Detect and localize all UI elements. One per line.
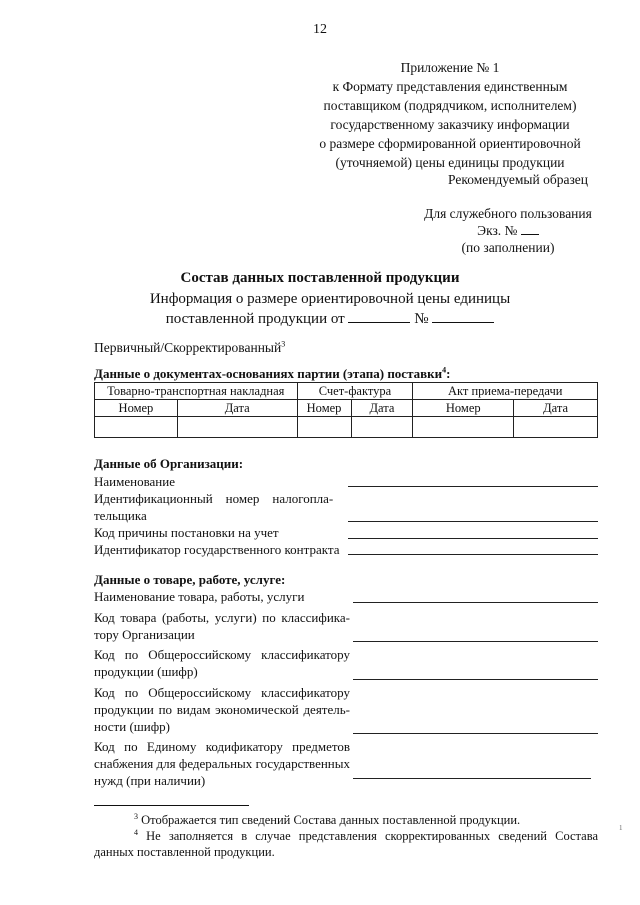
appendix-line: поставщиком (подрядчиком, исполнителем) [323, 98, 577, 113]
documents-table [94, 382, 598, 438]
official-use-label: Для служебного пользования [424, 206, 592, 221]
product-ektru-field[interactable] [353, 778, 591, 779]
footnote-ref-4: 4 [442, 365, 447, 375]
footnote-3-mark: 3 [134, 811, 138, 821]
org-kpp-field[interactable] [348, 538, 598, 539]
page-number: 12 [313, 22, 327, 37]
table-cell[interactable] [413, 417, 514, 438]
copy-number-label: Экз. № [477, 223, 518, 238]
group-header: Товарно-транспортная накладная [95, 383, 298, 400]
org-contract-field[interactable] [348, 554, 598, 555]
appendix-line: к Формату представления единственным [332, 79, 568, 94]
table-cell[interactable] [514, 417, 598, 438]
appendix-header [295, 58, 605, 172]
subtitle-line-1: Информация о размере ориентировочной цены единицы [149, 291, 511, 307]
appendix-line: о размере сформированной ориентировочной [319, 136, 581, 151]
org-inn-label-cont: тельщика [94, 508, 147, 523]
documents-entry-row [95, 417, 598, 438]
document-title: Состав данных поставленной продукции [180, 270, 460, 286]
table-cell[interactable] [95, 417, 178, 438]
product-okpd-label: Код по Общероссийскому классификатору продукции по видам экономической деятель-ности (шифр) [94, 685, 350, 734]
org-inn-field[interactable] [348, 521, 598, 522]
org-inn-label: Идентификационный номер налогопла- [94, 491, 334, 506]
product-name-field[interactable] [353, 602, 598, 603]
table-cell[interactable] [351, 417, 413, 438]
organization-heading: Данные об Организации: [94, 456, 244, 471]
number-blank[interactable] [432, 310, 494, 323]
documents-group-row [95, 383, 598, 400]
table-cell[interactable] [297, 417, 351, 438]
official-use-block [408, 205, 608, 256]
column-header: Дата [514, 400, 598, 417]
table-cell[interactable] [177, 417, 297, 438]
product-org-code-field[interactable] [353, 641, 598, 642]
org-kpp-label: Код причины постановки на учет [94, 525, 279, 540]
documents-subheader-row [95, 400, 598, 417]
product-okp-label: Код по Общероссийскому классификатору продукции (шифр) [94, 647, 350, 679]
column-header: Номер [95, 400, 178, 417]
copy-number-blank[interactable] [521, 234, 539, 235]
appendix-line: (уточняемой) цены единицы продукции [335, 155, 565, 170]
when-filled-label: (по заполнении) [461, 240, 555, 255]
org-name-label: Наименование [94, 474, 175, 489]
product-org-code-label: Код товара (работы, услуги) по классифика-тору Организации [94, 610, 350, 642]
documents-heading-text: Данные о документах-основаниях партии (этапа) поставки [94, 366, 443, 381]
footnote-3-text: Отображается тип сведений Состава данных поставленной продукции. [141, 813, 521, 827]
column-header: Дата [351, 400, 413, 417]
number-sign: № [414, 311, 429, 327]
appendix-line: государственному заказчику информации [330, 117, 570, 132]
footnote-4 [94, 828, 598, 860]
product-heading: Данные о товаре, работе, услуге: [94, 572, 286, 587]
product-ektru-label: Код по Единому кодификатору предметов снабжения для федеральных государственных нужд (при наличии) [94, 739, 350, 788]
org-name-field[interactable] [348, 486, 598, 487]
primary-corrected-label: Первичный/Скорректированный [94, 340, 282, 355]
document-subtitle [120, 289, 540, 329]
product-okpd-field[interactable] [353, 733, 598, 734]
footnote-4-text: Не заполняется в случае представления скорректированных сведений Состава данных поставленной продукции. [94, 829, 599, 859]
margin-mark: 1 [619, 824, 623, 832]
product-okp-field[interactable] [353, 679, 598, 680]
column-header: Дата [177, 400, 297, 417]
footnote-4-mark: 4 [134, 827, 138, 837]
org-contract-label: Идентификатор государственного контракта [94, 542, 340, 557]
footnote-ref-3: 3 [281, 339, 286, 349]
subtitle-line-2 [120, 309, 540, 329]
subtitle-prefix: поставленной продукции от [165, 311, 345, 327]
product-name-label: Наименование товара, работы, услуги [94, 589, 305, 604]
footnote-separator [94, 805, 249, 806]
primary-corrected-line [94, 340, 285, 356]
documents-heading: Данные о документах-основаниях партии (этапа) поставки$^4$: [94, 365, 451, 381]
column-header: Номер [297, 400, 351, 417]
recommended-sample-label: Рекомендуемый образец [448, 172, 589, 187]
group-header: Счет-фактура [297, 383, 413, 400]
appendix-line: Приложение № 1 [400, 60, 500, 75]
footnote-3 [94, 812, 598, 828]
column-header: Номер [413, 400, 514, 417]
date-blank[interactable] [348, 310, 410, 323]
group-header: Акт приема-передачи [413, 383, 598, 400]
copy-number-line [408, 222, 608, 239]
